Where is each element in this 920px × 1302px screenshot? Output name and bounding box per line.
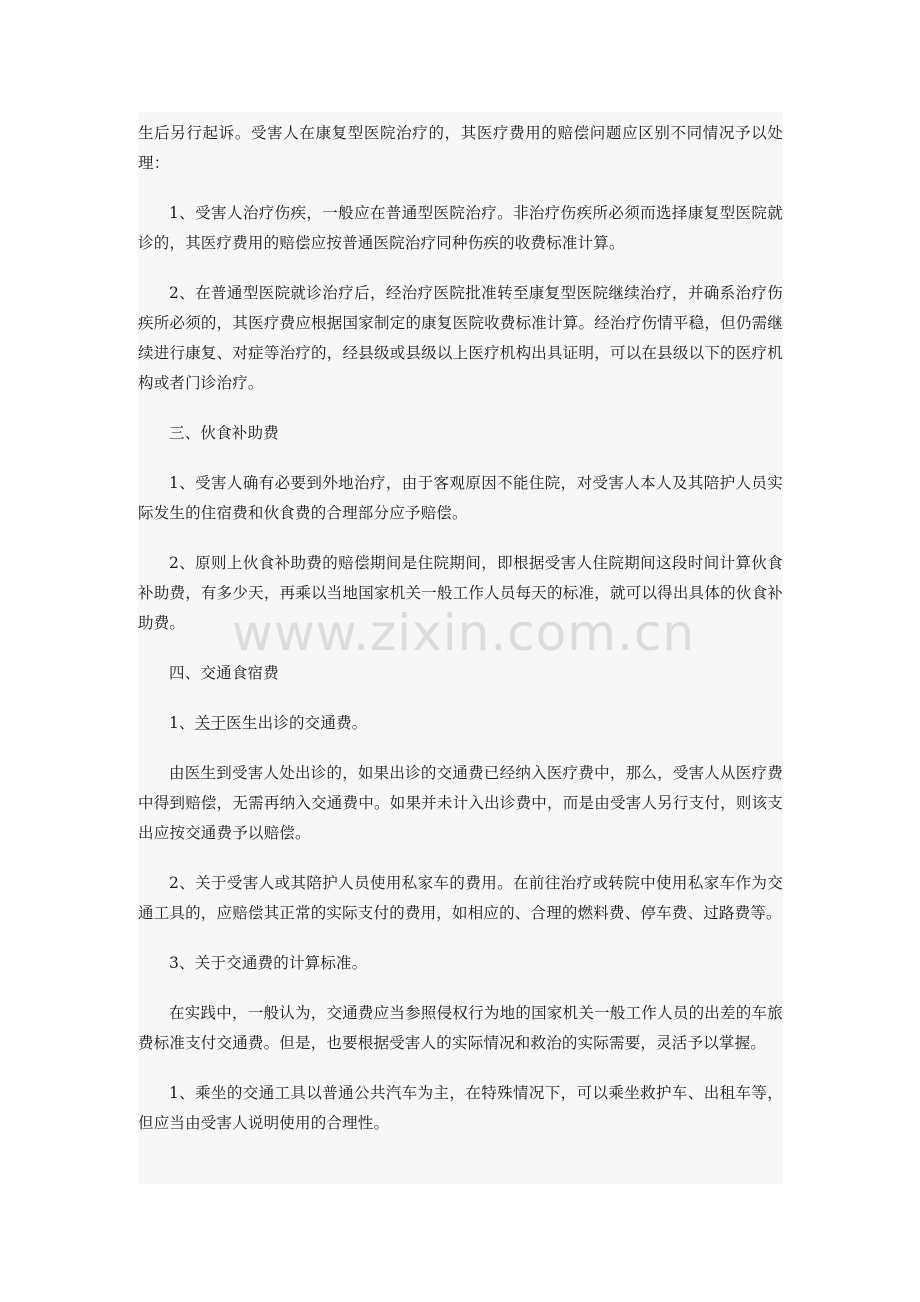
paragraph-meal-item-2: 2、原则上伙食补助费的赔偿期间是住院期间，即根据受害人住院期间这段时间计算伙食补助费，有多少天，再乘以当地国家机关一般工作人员每天的标准，就可以得出具体的伙食补助费。	[138, 554, 783, 632]
paragraph-transport-item-3: 3、关于交通费的计算标准。	[169, 954, 368, 972]
document-body	[138, 118, 783, 1158]
paragraph-rehab-item-2: 2、在普通型医院就诊治疗后，经治疗医院批准转至康复型医院继续治疗，并确系治疗伤疾所必须的，其医疗费应根据国家制定的康复医院收费标准计算。经治疗伤情平稳，但仍需继续进行康复、对症等治疗的，经县级或县级以上医疗机构出具证明，可以在县级以下的医疗机构或者门诊治疗。	[138, 284, 783, 392]
section-heading-meal-subsidy: 三、伙食补助费	[169, 424, 279, 442]
paragraph-meal-item-1: 1、受害人确有必要到外地治疗，由于客观原因不能住院，对受害人本人及其陪护人员实际发生的住宿费和伙食费的合理部分应予赔偿。	[138, 474, 783, 522]
paragraph-transport-item-1	[138, 708, 783, 738]
item-title: 医生出诊的交通费。	[226, 714, 368, 732]
guanyu-link[interactable]: 关于	[194, 714, 227, 732]
paragraph-doctor-visit: 由医生到受害人处出诊的，如果出诊的交通费已经纳入医疗费中，那么，受害人从医疗费中得到赔偿，无需再纳入交通费中。如果并未计入出诊费中，而是由受害人另行支付，则该支出应按交通费予以赔偿。	[138, 764, 783, 842]
paragraph-continuation: 生后另行起诉。受害人在康复型医院治疗的，其医疗费用的赔偿问题应区别不同情况予以处理：	[138, 124, 783, 172]
paragraph-vehicle-rule-1: 1、乘坐的交通工具以普通公共汽车为主，在特殊情况下，可以乘坐救护车、出租车等，但应当由受害人说明使用的合理性。	[138, 1084, 783, 1132]
section-heading-transport: 四、交通食宿费	[169, 664, 279, 682]
paragraph-transport-item-2: 2、关于受害人或其陪护人员使用私家车的费用。在前往治疗或转院中使用私家车作为交通工具的，应赔偿其正常的实际支付的费用，如相应的、合理的燃料费、停车费、过路费等。	[138, 874, 783, 922]
item-number: 1、	[169, 714, 195, 732]
watermark-text: www.zixin.com.cn	[232, 604, 696, 662]
paragraph-rehab-item-1: 1、受害人治疗伤疾，一般应在普通型医院治疗。非治疗伤疾所必须而选择康复型医院就诊的，其医疗费用的赔偿应按普通医院治疗同种伤疾的收费标准计算。	[138, 204, 783, 252]
paragraph-practice: 在实践中，一般认为，交通费应当参照侵权行为地的国家机关一般工作人员的出差的车旅费标准支付交通费。但是，也要根据受害人的实际情况和救治的实际需要，灵活予以掌握。	[138, 1004, 783, 1052]
